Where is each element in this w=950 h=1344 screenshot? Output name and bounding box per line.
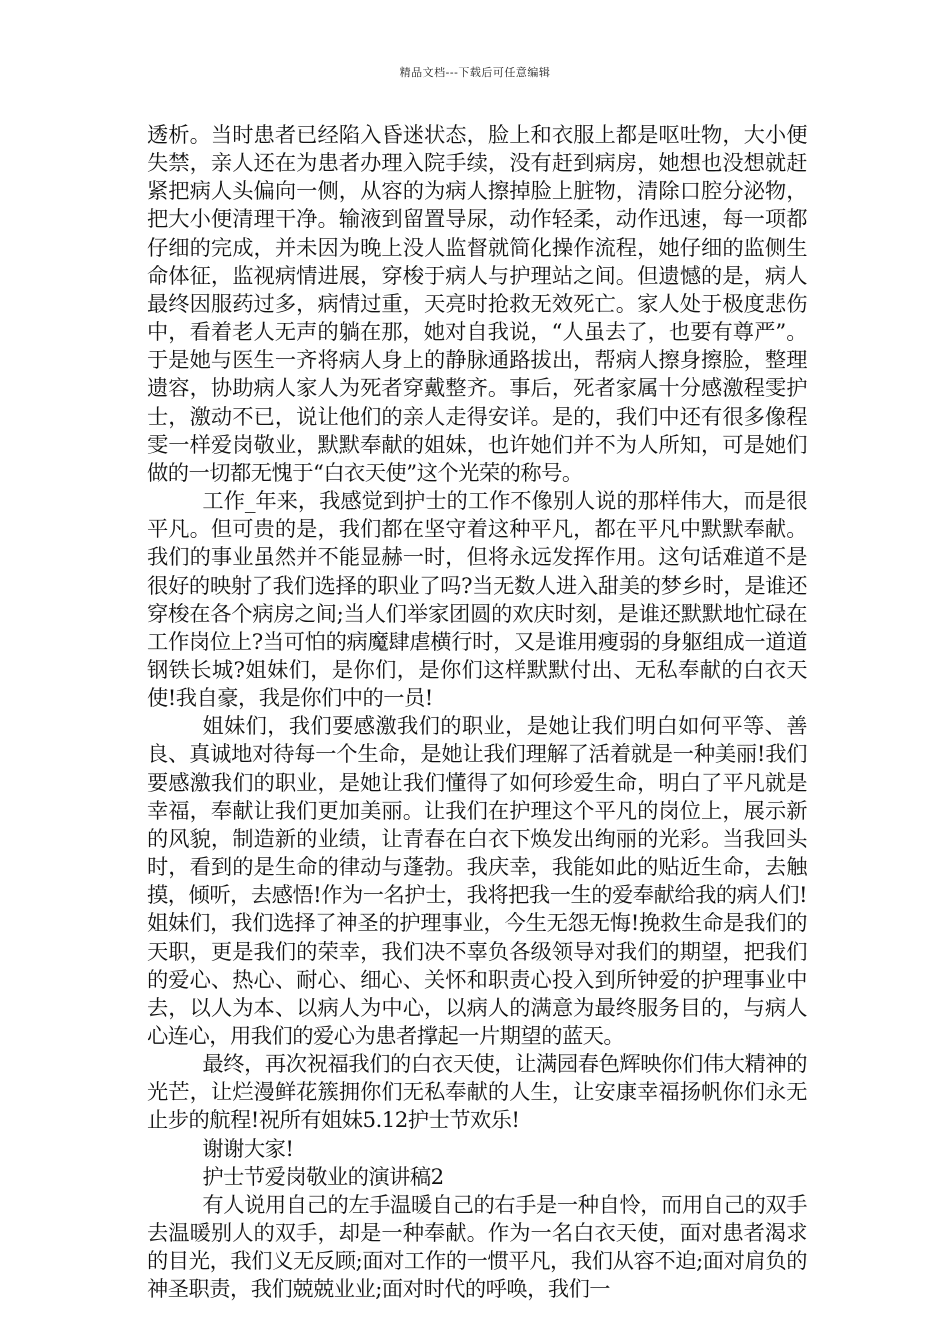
paragraph: 有人说用自己的左手温暖自己的右手是一种自怜，而用自己的双手去温暖别人的双手，却是一种奉献。作为一名白衣天使，面对患者渴求的目光，我们义无反顾;面对工作的一惯平凡，我们从容不迫;面对肩负的神圣职责，我们兢兢业业;面对时代的呼唤，我们一 (147, 1192, 807, 1303)
paragraph: 姐妹们，我们要感激我们的职业，是她让我们明白如何平等、善良、真诚地对待每一个生命，是她让我们理解了活着就是一种美丽!我们要感激我们的职业，是她让我们懂得了如何珍爱生命，明白了平凡就是幸福，奉献让我们更加美丽。让我们在护理这个平凡的岗位上，展示新的风貌，制造新的业绩，让青春在白衣下焕发出绚丽的光彩。当我回头时，看到的是生命的律动与蓬勃。我庆幸，我能如此的贴近生命，去触摸，倾听，去感悟!作为一名护士，我将把我一生的爱奉献给我的病人们!姐妹们，我们选择了神圣的护理事业，今生无怨无悔!挽救生命是我们的天职，更是我们的荣幸，我们决不辜负各级领导对我们的期望，把我们的爱心、热心、耐心、细心、关怀和职责心投入到所钟爱的护理事业中去，以人为本、以病人为中心，以病人的满意为最终服务目的，与病人心连心，用我们的爱心为患者撑起一片期望的蓝天。 (147, 714, 807, 1049)
closing-line: 谢谢大家! (202, 1136, 294, 1162)
section-title: 护士节爱岗敬业的演讲稿2 (202, 1164, 444, 1190)
document-body (147, 122, 807, 1305)
paragraph: 工作_年来，我感觉到护士的工作不像别人说的那样伟大，而是很平凡。但可贵的是，我们都在坚守着这种平凡，都在平凡中默默奉献。我们的事业虽然并不能显赫一时，但将永远发挥作用。这句话难道不是很好的映射了我们选择的职业了吗?当无数人进入甜美的梦乡时，是谁还穿梭在各个病房之间;当人们举家团圆的欢庆时刻，是谁还默默地忙碌在工作岗位上?当可怕的病魔肆虐横行时，又是谁用瘦弱的身躯组成一道道钢铁长城?姐妹们，是你们，是你们这样默默付出、无私奉献的白衣天使!我自豪，我是你们中的一员! (147, 489, 807, 712)
page-header: 精品文档---下载后可任意编辑 (399, 66, 551, 79)
paragraph: 最终，再次祝福我们的白衣天使，让满园春色辉映你们伟大精神的光芒，让烂漫鲜花簇拥你们无私奉献的人生，让安康幸福扬帆你们永无止步的航程!祝所有姐妹5.12护士节欢乐! (147, 1052, 807, 1134)
paragraph-continuation: 透析。当时患者已经陷入昏迷状态，脸上和衣服上都是呕吐物，大小便失禁，亲人还在为患者办理入院手续，没有赶到病房，她想也没想就赶紧把病人头偏向一侧，从容的为病人擦掉脸上脏物，清除口腔分泌物，把大小便清理干净。输液到留置导尿，动作轻柔，动作迅速，每一项都仔细的完成，并未因为晚上没人监督就简化操作流程，她仔细的监侧生命体征，监视病情进展，穿梭于病人与护理站之间。但遗憾的是，病人最终因服药过多，病情过重，天亮时抢救无效死亡。家人处于极度悲伤中，看着老人无声的躺在那，她对自我说，“人虽去了，也要有尊严”。于是她与医生一齐将病人身上的静脉通路拔出，帮病人擦身擦脸，整理遗容，协助病人家人为死者穿戴整齐。事后，死者家属十分感激程雯护士，激动不已，说让他们的亲人走得安详。是的，我们中还有很多像程雯一样爱岗敬业，默默奉献的姐妹，也许她们并不为人所知，可是她们做的一切都无愧于“白衣天使”这个光荣的称号。 (147, 123, 807, 486)
